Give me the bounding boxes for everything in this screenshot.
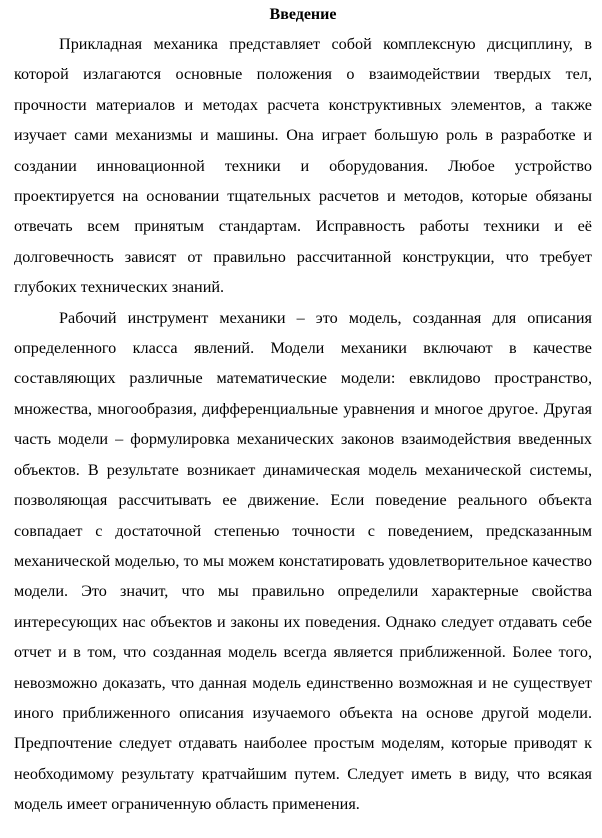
paragraph-model: Рабочий инструмент механики – это модель, созданная для описания определенного класса явлений. Модели механики включают в качестве составляющих различные математические модели: евклидово пространство, множества, многообразия, дифференциальные уравнения и многое другое. Другая часть модели – формулировка механических законов взаимодействия введенных объектов. В результате возникает динамическая модель механической системы, позволяющая рассчитывать ее движение. Если поведение реального объекта совпадает с достаточной степенью точности с поведением, предсказанным механической моделью, то мы можем констатировать удовлетворительное качество модели. Это значит, что мы правильно определили характерные свойства интересующих нас объектов и законы их поведения. Однако следует отдавать себе отчет и в том, что созданная модель всегда является приближенной. Более того, невозможно доказать, что данная модель единственно возможная и не существует иного приближенного описания изучаемого объекта на основе другой модели. Предпочтение следует отдавать наиболее простым моделям, которые приводят к необходимому результату кратчайшим путем. Следует иметь в виду, что всякая модель имеет ограниченную область применения. — [14, 308, 592, 814]
document-heading: Введение — [269, 6, 337, 23]
paragraph-intro: Прикладная механика представляет собой комплексную дисциплину, в которой излагаются основные положения о взаимодействии твердых тел, прочности материалов и методах расчета конструктивных элементов, а также изучает сами механизмы и машины. Она играет большую роль в разработке и создании инновационной техники и оборудования. Любое устройство проектируется на основании тщательных расчетов и методов, которые обязаны отвечать всем принятым стандартам. Исправность работы техники и её долговечность зависят от правильно рассчитанной конструкции, что требует глубоких технических знаний. — [14, 35, 592, 297]
